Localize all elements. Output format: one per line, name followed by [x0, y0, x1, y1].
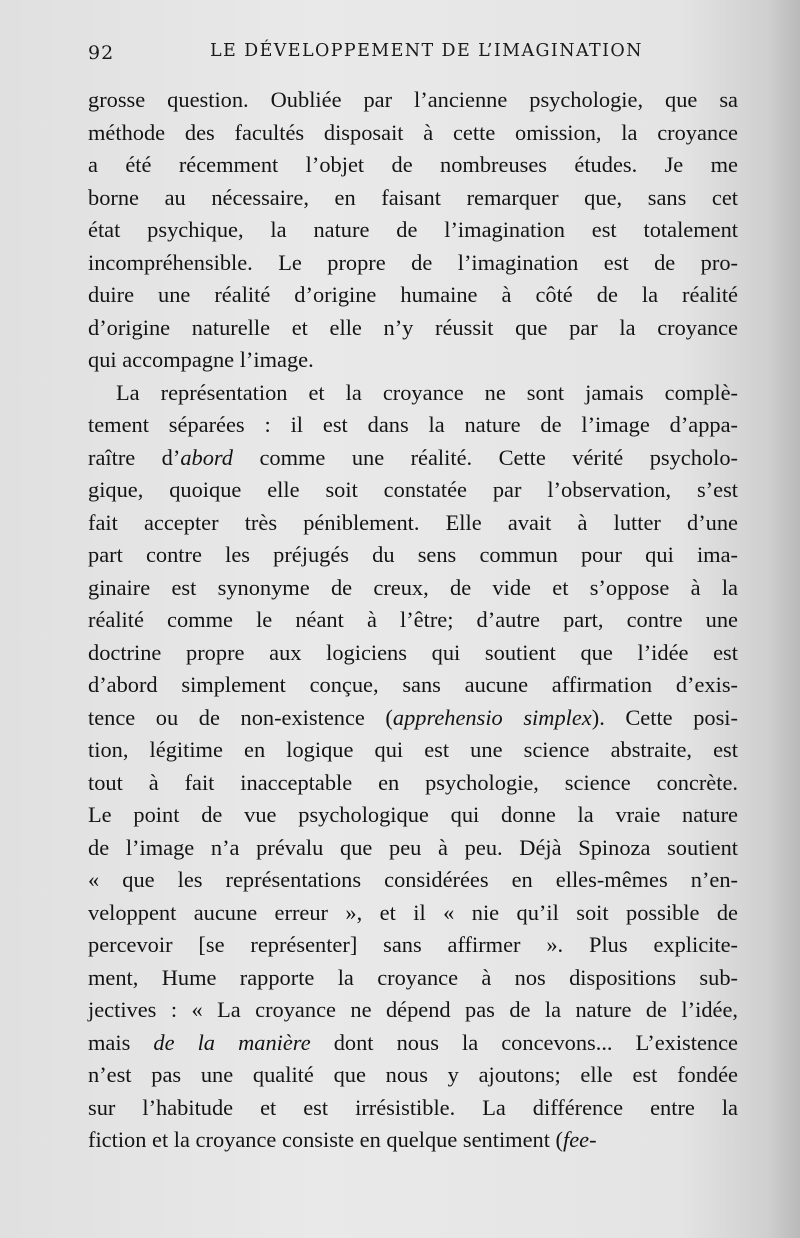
text-segment: ginaire est synonyme de creux, de vide et s’oppose à la — [88, 574, 738, 600]
text-segment: a été récemment l’objet de nombreuses études. Je me — [88, 152, 738, 177]
text-segment: gique, quoique elle soit constatée par l’observation, s’est — [88, 477, 738, 502]
text-segment: fiction et la croyance consiste en quelque sentiment ( — [88, 1127, 564, 1152]
text-line — [88, 1124, 738, 1157]
text-segment: fait accepter très péniblement. Elle avait à lutter d’une — [88, 509, 738, 535]
text-segment: incompréhensible. Le propre de l’imagination est de pro- — [88, 249, 738, 275]
text-segment: jectives : « La croyance ne dépend pas de la nature de l’idée, — [88, 997, 738, 1022]
text-line — [88, 832, 738, 865]
text-line — [88, 84, 738, 117]
text-segment: réalité comme le néant à l’être; d’autre part, contre une — [88, 607, 738, 632]
text-segment: tion, légitime en logique qui est une science abstraite, est — [88, 737, 738, 762]
text-line — [88, 312, 738, 345]
text-segment: La représentation et la croyance ne sont jamais complè- — [116, 379, 738, 405]
text-line — [88, 182, 738, 215]
text-line — [88, 507, 738, 540]
text-line — [88, 637, 738, 670]
text-line — [88, 279, 738, 312]
text-line — [88, 929, 738, 962]
text-segment: borne au nécessaire, en faisant remarquer que, sans cet — [88, 184, 738, 210]
text-segment: part contre les préjugés du sens commun pour qui ima- — [88, 542, 738, 567]
text-segment: ment, Hume rapporte la croyance à nos dispositions sub- — [88, 964, 738, 990]
body-text — [88, 84, 738, 1157]
text-segment: qui accompagne l’image. — [88, 347, 314, 372]
text-segment: état psychique, la nature de l’imagination est totalement — [88, 217, 738, 242]
text-segment: d’abord simplement conçue, sans aucune affirmation d’exis- — [88, 672, 738, 697]
text-line — [88, 1059, 738, 1092]
text-line — [88, 377, 738, 410]
text-line — [88, 962, 738, 995]
text-segment: veloppent aucune erreur », et il « nie qu’il soit possible de — [88, 899, 738, 925]
text-line — [88, 734, 738, 767]
text-line — [88, 247, 738, 280]
text-segment: « que les représentations considérées en elles-mêmes n’en- — [88, 867, 738, 892]
text-line — [88, 1027, 738, 1060]
text-line — [88, 442, 738, 475]
text-segment: ). Cette posi- — [591, 704, 738, 730]
text-line — [88, 864, 738, 897]
text-segment: tement séparées : il est dans la nature de l’image d’appa- — [88, 412, 738, 437]
text-segment: sur l’habitude et est irrésistible. La différence entre la — [88, 1094, 738, 1120]
text-line — [88, 539, 738, 572]
text-line — [88, 767, 738, 800]
text-line — [88, 994, 738, 1027]
text-segment: grosse question. Oubliée par l’ancienne psychologie, que sa — [88, 87, 738, 112]
italic-text: fee- — [563, 1127, 597, 1152]
text-line — [88, 474, 738, 507]
text-segment: tout à fait inacceptable en psychologie, science concrète. — [88, 769, 738, 795]
text-line — [88, 149, 738, 182]
page-number: 92 — [88, 42, 115, 64]
page-header — [88, 38, 738, 70]
text-segment: duire une réalité d’origine humaine à côté de la réalité — [88, 282, 738, 307]
text-line — [88, 572, 738, 605]
text-segment: percevoir [se représenter] sans affirmer ». Plus explicite- — [88, 932, 738, 957]
text-line — [88, 214, 738, 247]
text-line — [88, 897, 738, 930]
text-segment: doctrine propre aux logiciens qui soutient que l’idée est — [88, 639, 738, 665]
text-line — [88, 1092, 738, 1125]
text-segment: de l’image n’a prévalu que peu à peu. Déjà Spinoza soutient — [88, 834, 738, 860]
text-segment: d’origine naturelle et elle n’y réussit que par la croyance — [88, 314, 738, 340]
italic-text: de la manière — [153, 1029, 311, 1055]
text-line — [88, 604, 738, 637]
text-line — [88, 702, 738, 735]
text-line — [88, 117, 738, 150]
text-segment: méthode des facultés disposait à cette omission, la croyance — [88, 119, 738, 145]
text-segment: mais — [88, 1029, 154, 1055]
text-segment: comme une réalité. Cette vérité psycholo- — [233, 444, 738, 470]
text-segment: Le point de vue psychologique qui donne la vraie nature — [88, 802, 738, 827]
text-segment: raître d’ — [88, 444, 181, 470]
text-segment: n’est pas une qualité que nous y ajoutons; elle est fondée — [88, 1062, 738, 1087]
italic-text: abord — [180, 444, 234, 470]
text-segment: dont nous la concevons... L’existence — [310, 1029, 738, 1055]
text-line — [88, 409, 738, 442]
text-segment: tence ou de non-existence ( — [88, 704, 393, 730]
running-head: LE DÉVELOPPEMENT DE L’IMAGINATION — [210, 41, 643, 61]
italic-text: apprehensio simplex — [392, 704, 592, 730]
text-line — [88, 799, 738, 832]
text-line — [88, 669, 738, 702]
text-line — [88, 344, 738, 377]
